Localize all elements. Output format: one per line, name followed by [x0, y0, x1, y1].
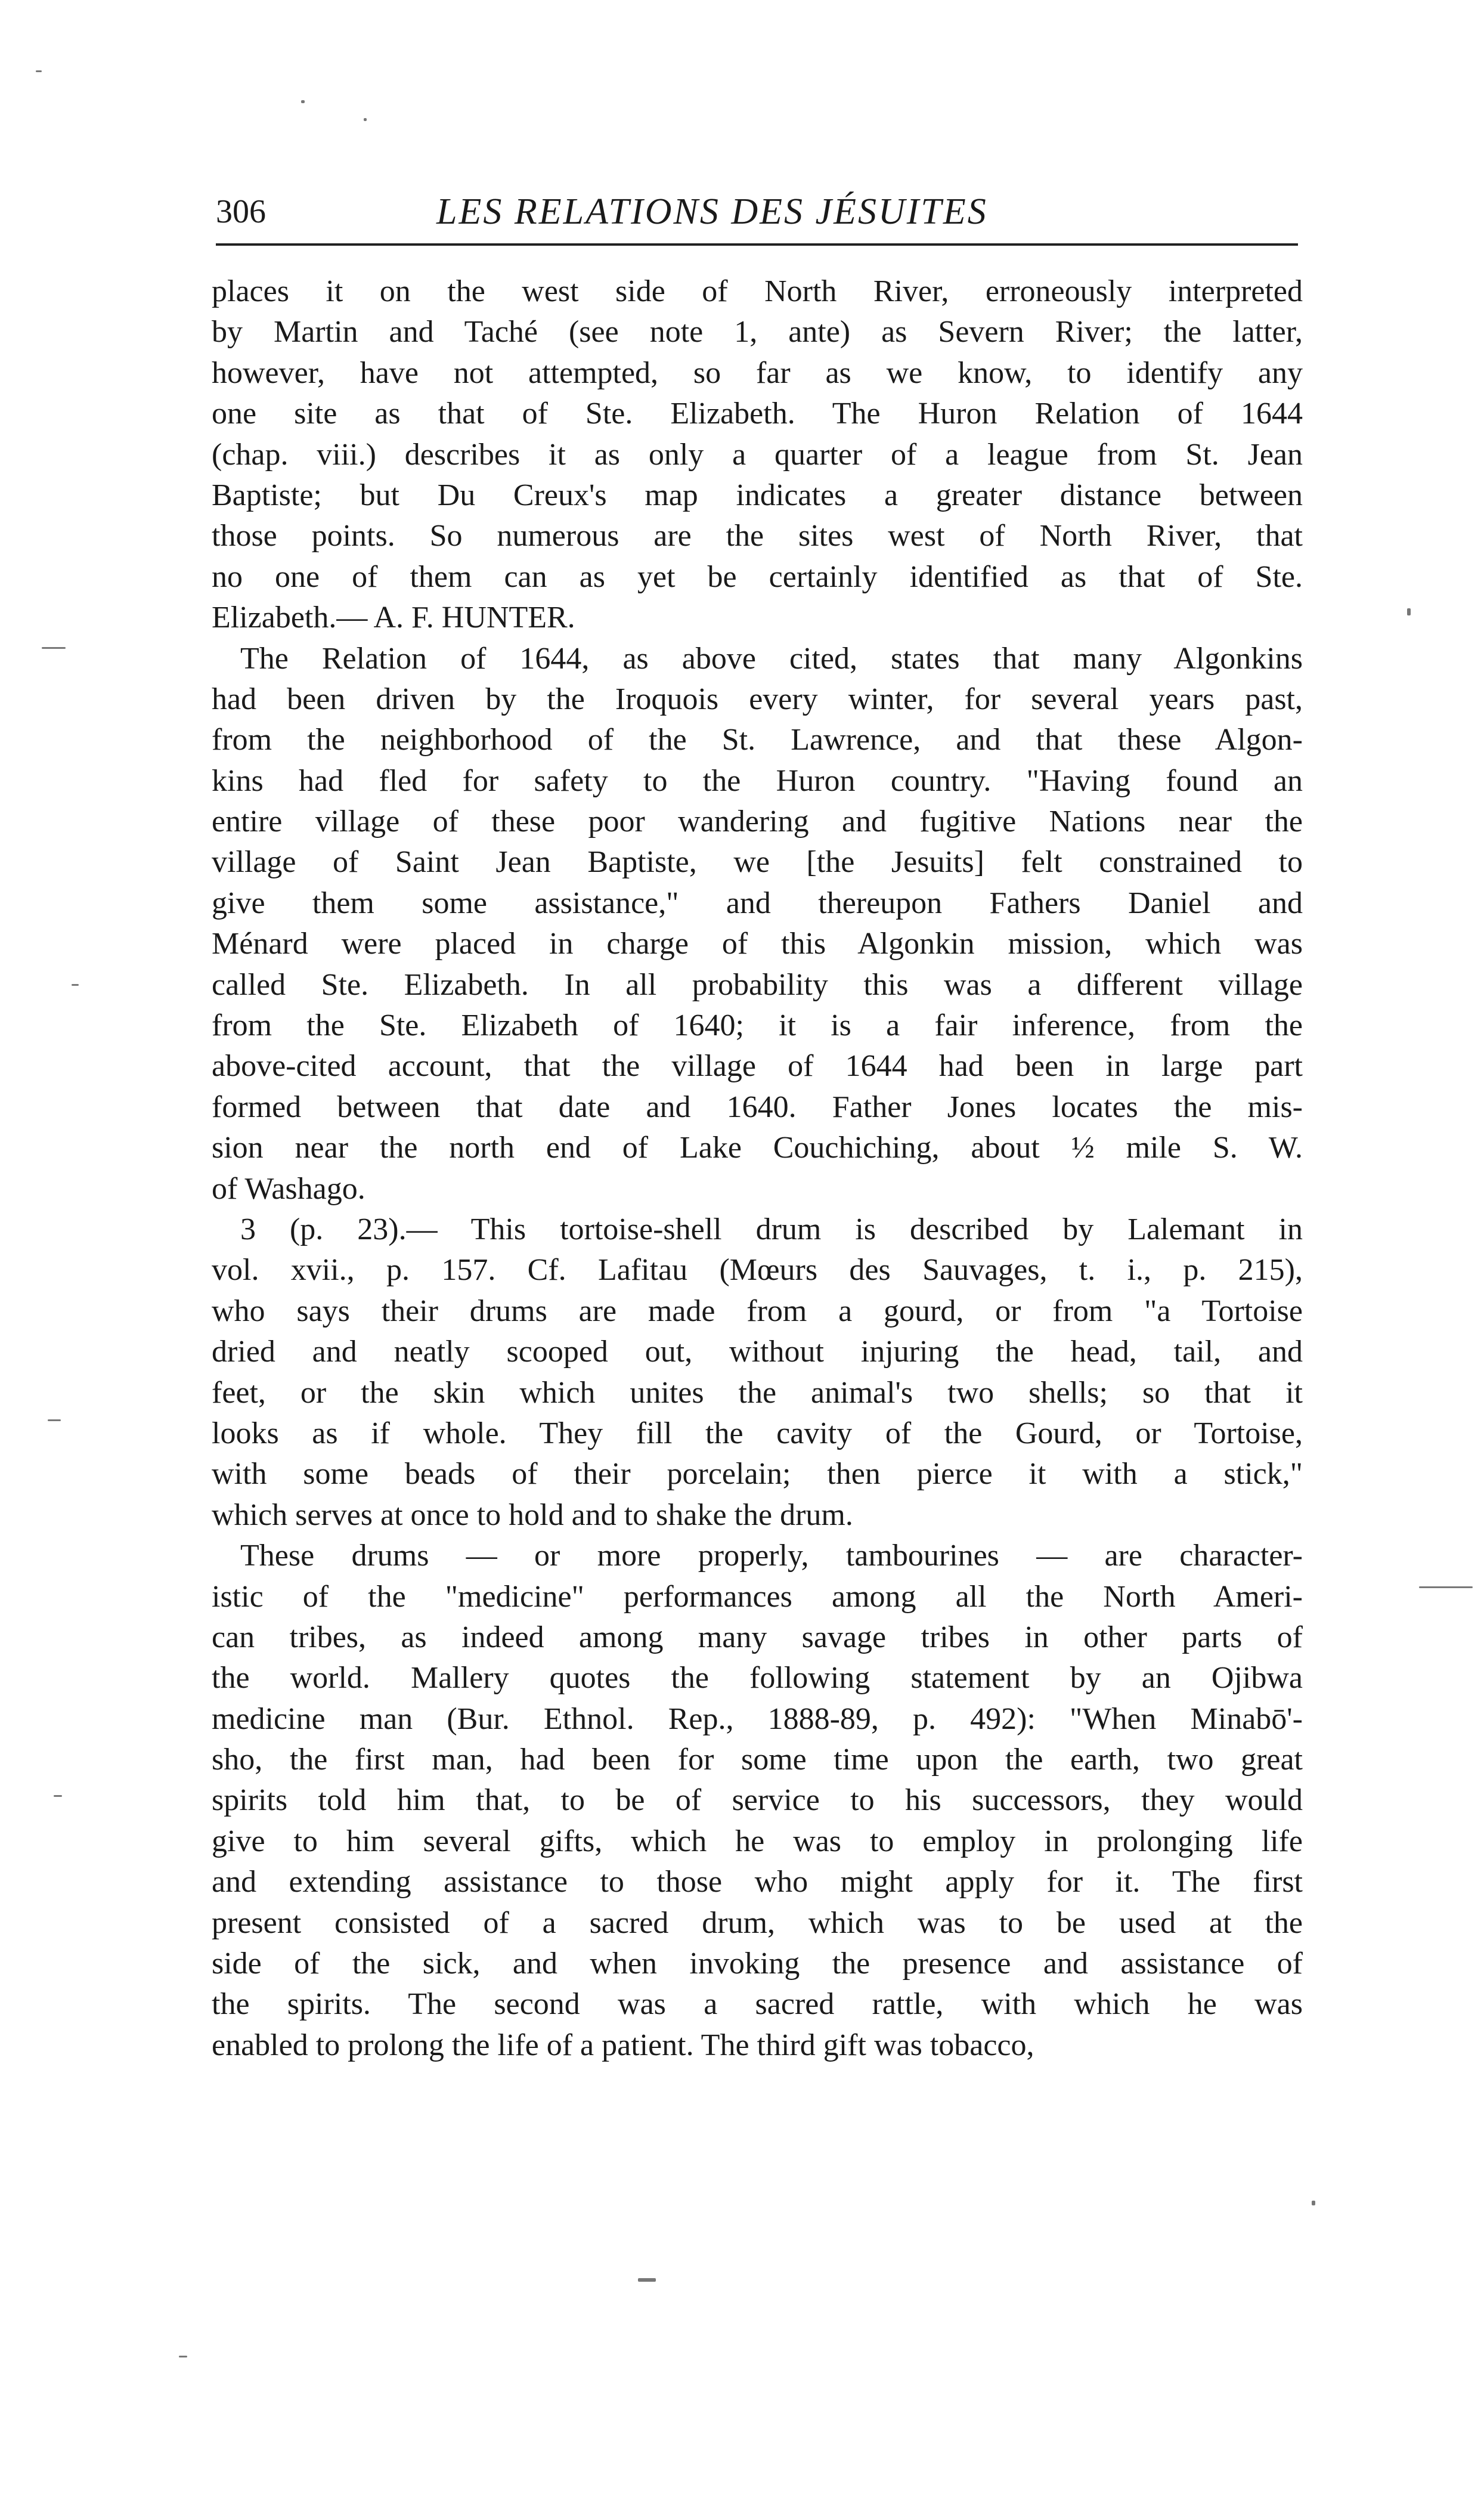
- paragraph: [212, 1536, 1303, 2066]
- text-line: (chap. viii.) describes it as only a quarter of a league from St. Jean: [212, 437, 1303, 472]
- page-header: [216, 182, 1298, 242]
- text-line: above-cited account, that the village of 1644 had been in large part: [212, 1049, 1303, 1084]
- text-line: present consisted of a sacred drum, which was to be used at the: [212, 1905, 1303, 1940]
- text-line: called Ste. Elizabeth. In all probability this was a different village: [212, 967, 1303, 1002]
- scan-speck: [364, 118, 367, 121]
- scan-speck: [54, 1795, 62, 1797]
- scan-speck: [1312, 2201, 1315, 2205]
- text-line: looks as if whole. They fill the cavity of the Gourd, or Tortoise,: [212, 1416, 1303, 1450]
- text-line: formed between that date and 1640. Father Jones locates the mis-: [212, 1090, 1303, 1124]
- text-line: give to him several gifts, which he was to employ in prolonging life: [212, 1824, 1303, 1858]
- text-line: with some beads of their porcelain; then pierce it with a stick,": [212, 1457, 1303, 1492]
- text-line: village of Saint Jean Baptiste, we [the Jesuits] felt constrained to: [212, 845, 1303, 880]
- paragraph: [212, 271, 1303, 639]
- scan-speck: [42, 647, 66, 649]
- scan-speck: [72, 984, 79, 986]
- text-line: and extending assistance to those who might apply for it. The first: [212, 1865, 1303, 1899]
- text-line: can tribes, as indeed among many savage tribes in other parts of: [212, 1620, 1303, 1654]
- text-line: The Relation of 1644, as above cited, states that many Algonkins: [240, 641, 1303, 676]
- paragraph: [212, 639, 1303, 1209]
- text-line: Baptiste; but Du Creux's map indicates a greater distance between: [212, 478, 1303, 512]
- scan-speck: [36, 70, 42, 72]
- text-line: from the Ste. Elizabeth of 1640; it is a fair inference, from the: [212, 1008, 1303, 1043]
- scan-speck: [48, 1419, 61, 1421]
- text-line: entire village of these poor wandering and fugitive Nations near the: [212, 805, 1303, 839]
- text-line: feet, or the skin which unites the animal's two shells; so that it: [212, 1375, 1303, 1410]
- text-line: enabled to prolong the life of a patient. The third gift was tobacco,: [212, 2028, 1034, 2062]
- text-line: sho, the first man, had been for some time upon the earth, two great: [212, 1743, 1303, 1777]
- text-line: no one of them can as yet be certainly identified as that of Ste.: [212, 559, 1303, 594]
- text-line: places it on the west side of North River, erroneously interpreted: [212, 274, 1303, 308]
- text-line: istic of the "medicine" performances among all the North Ameri-: [212, 1579, 1303, 1614]
- scan-speck: [638, 2278, 656, 2282]
- text-line: dried and neatly scooped out, without injuring the head, tail, and: [212, 1335, 1303, 1369]
- text-line: who says their drums are made from a gourd, or from "a Tortoise: [212, 1294, 1303, 1328]
- text-line: one site as that of Ste. Elizabeth. The Huron Relation of 1644: [212, 397, 1303, 431]
- scan-speck: [1407, 608, 1411, 615]
- text-line: Elizabeth.— A. F. HUNTER.: [212, 601, 575, 635]
- header-rule: [216, 243, 1298, 246]
- scan-speck: [179, 2356, 187, 2357]
- text-line: of Washago.: [212, 1171, 365, 1206]
- text-line: give them some assistance," and thereupon Fathers Daniel and: [212, 886, 1303, 920]
- text-line: however, have not attempted, so far as we know, to identify any: [212, 355, 1303, 390]
- text-line: sion near the north end of Lake Couchiching, about ½ mile S. W.: [212, 1131, 1303, 1165]
- text-line: Ménard were placed in charge of this Algonkin mission, which was: [212, 927, 1303, 961]
- text-line: which serves at once to hold and to shake the drum.: [212, 1497, 853, 1532]
- running-title: LES RELATIONS DES JÉSUITES: [436, 191, 988, 232]
- text-line: 3 (p. 23).— This tortoise-shell drum is described by Lalemant in: [240, 1212, 1303, 1246]
- text-line: had been driven by the Iroquois every winter, for several years past,: [212, 682, 1303, 716]
- text-line: medicine man (Bur. Ethnol. Rep., 1888-89, p. 492): "When Minabō'-: [212, 1701, 1303, 1736]
- body-text: [212, 271, 1303, 2066]
- text-line: kins had fled for safety to the Huron country. "Having found an: [212, 763, 1303, 798]
- text-line: by Martin and Taché (see note 1, ante) as Severn River; the latter,: [212, 315, 1303, 349]
- text-line: vol. xvii., p. 157. Cf. Lafitau (Mœurs des Sauvages, t. i., p. 215),: [212, 1253, 1303, 1288]
- text-line: side of the sick, and when invoking the presence and assistance of: [212, 1947, 1303, 1981]
- scan-speck: [301, 100, 305, 103]
- text-line: the spirits. The second was a sacred rattle, with which he was: [212, 1987, 1303, 2022]
- text-line: These drums — or more properly, tambourines — are character-: [240, 1539, 1303, 1573]
- text-line: those points. So numerous are the sites west of North River, that: [212, 519, 1303, 553]
- text-line: the world. Mallery quotes the following statement by an Ojibwa: [212, 1661, 1303, 1695]
- page-number: 306: [216, 193, 266, 230]
- scan-speck: [1419, 1586, 1473, 1588]
- text-line: from the neighborhood of the St. Lawrence, and that these Algon-: [212, 723, 1303, 757]
- paragraph: [212, 1209, 1303, 1536]
- text-line: spirits told him that, to be of service to his successors, they would: [212, 1783, 1303, 1818]
